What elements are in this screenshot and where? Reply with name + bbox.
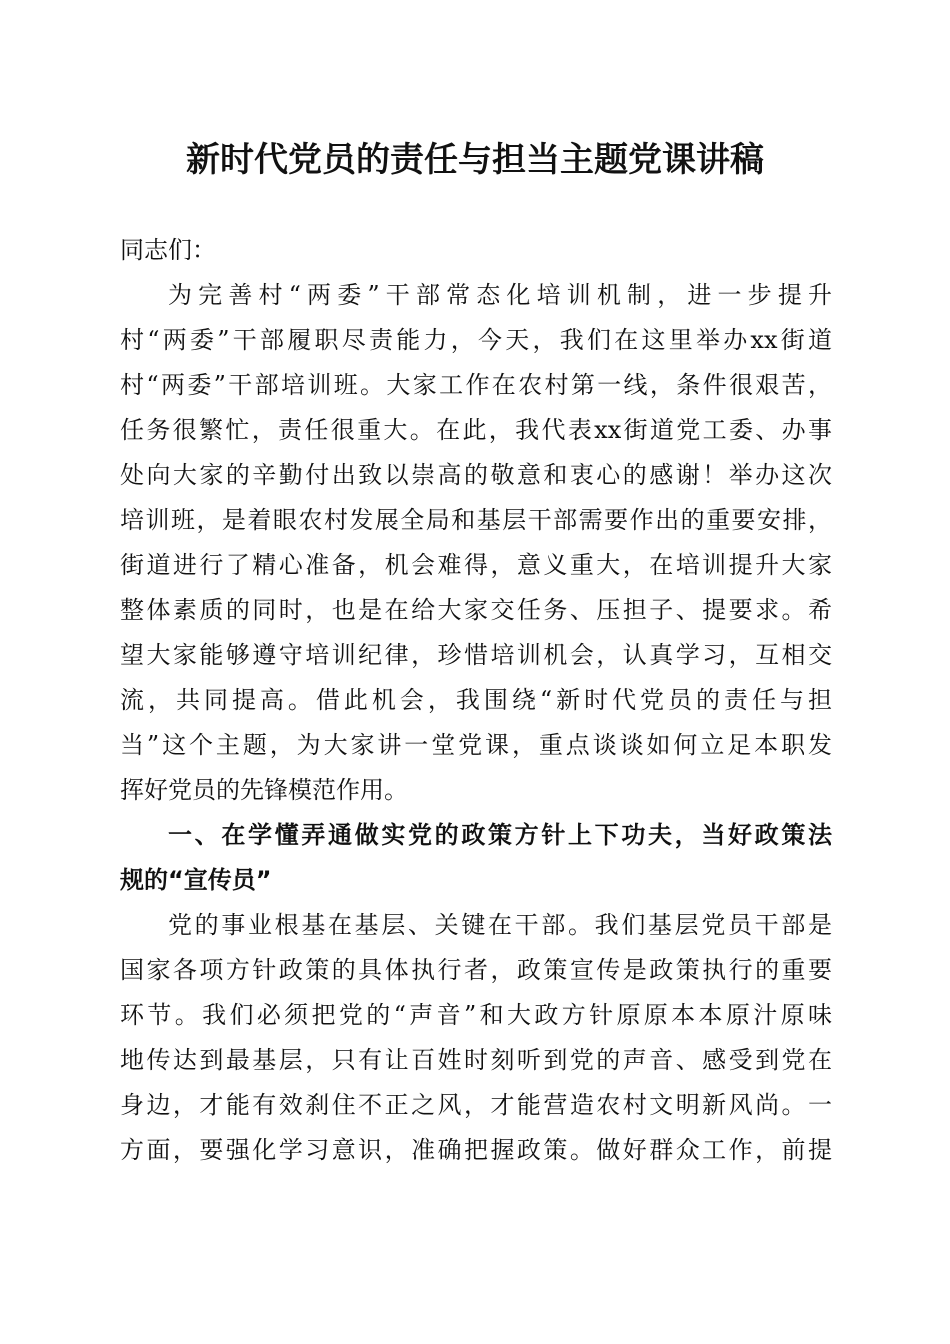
paragraph-line: 国家各项方针政策的具体执行者，政策宣传是政策执行的重要 [120, 956, 832, 984]
paragraph-line: 整体素质的同时，也是在给大家交任务、压担子、提要求。希 [120, 596, 832, 624]
paragraph-line: 流，共同提高。借此机会，我围绕“新时代党员的责任与担 [120, 686, 832, 714]
paragraph-line: 身边，才能有效刹住不正之风，才能营造农村文明新风尚。一 [120, 1091, 832, 1119]
paragraph-line: 当”这个主题，为大家讲一堂党课，重点谈谈如何立足本职发 [120, 731, 832, 759]
heading-line: 规的“宣传员” [120, 866, 272, 894]
paragraph-line: 方面，要强化学习意识，准确把握政策。做好群众工作，前提 [120, 1136, 832, 1164]
paragraph-line: 地传达到最基层，只有让百姓时刻听到党的声音、感受到党在 [120, 1046, 832, 1074]
greeting: 同志们： [120, 236, 216, 264]
document-body [120, 228, 832, 1173]
paragraph-line: 处向大家的辛勤付出致以崇高的敬意和衷心的感谢！举办这次 [120, 461, 832, 489]
paragraph-line: 村“两委”干部培训班。大家工作在农村第一线，条件很艰苦， [120, 371, 832, 399]
document-title: 新时代党员的责任与担当主题党课讲稿 [186, 140, 764, 180]
paragraph-line: 挥好党员的先锋模范作用。 [120, 776, 408, 804]
paragraph-line: 任务很繁忙，责任很重大。在此，我代表xx街道党工委、办事 [120, 416, 832, 444]
paragraph-section-1 [120, 903, 832, 1173]
paragraph-line: 为完善村“两委”干部常态化培训机制，进一步提升 [168, 281, 832, 309]
paragraph-line: 培训班，是着眼农村发展全局和基层干部需要作出的重要安排， [120, 506, 832, 534]
paragraph-line: 街道进行了精心准备，机会难得，意义重大，在培训提升大家 [120, 551, 832, 579]
heading-line: 一、在学懂弄通做实党的政策方针上下功夫，当好政策法 [168, 821, 832, 849]
paragraph-line: 党的事业根基在基层、关键在干部。我们基层党员干部是 [168, 911, 832, 939]
paragraph-line: 村“两委”干部履职尽责能力，今天，我们在这里举办xx街道 [120, 326, 832, 354]
paragraph-line: 环节。我们必须把党的“声音”和大政方针原原本本原汁原味 [120, 1001, 832, 1029]
paragraph-intro [120, 273, 832, 813]
section-heading-1 [120, 813, 832, 903]
paragraph-line: 望大家能够遵守培训纪律，珍惜培训机会，认真学习，互相交 [120, 641, 832, 669]
